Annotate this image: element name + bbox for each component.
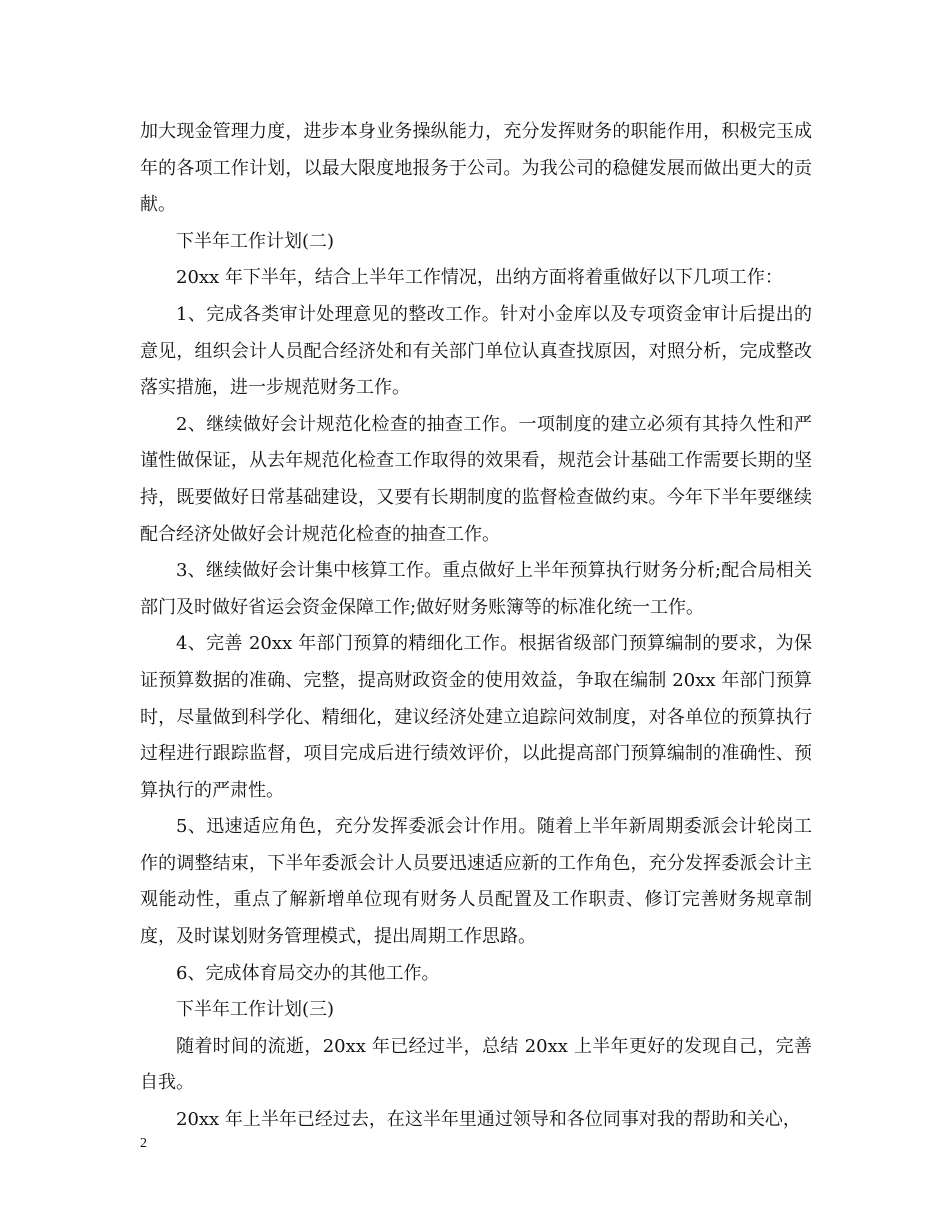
section-heading: 下半年工作计划(三) (176, 999, 335, 1021)
paragraph: 20xx 年下半年，结合上半年工作情况，出纳方面将着重做好以下几项工作： (176, 267, 783, 289)
paragraph: 加大现金管理力度，进步本身业务操纵能力，充分发挥财务的职能作用，积极完玉成年的各项工作计划，以最大限度地报务于公司。为我公司的稳健发展而做出更大的贡献。 (140, 121, 812, 216)
paragraph: 20xx 年上半年已经过去，在这半年里通过领导和各位同事对我的帮助和关心， (176, 1109, 801, 1131)
section-heading: 下半年工作计划(二) (176, 230, 335, 252)
document-body (140, 114, 812, 1139)
list-item: 1、完成各类审计处理意见的整改工作。针对小金库以及专项资金审计后提出的意见，组织会计人员配合经济处和有关部门单位认真查找原因，对照分析，完成整改落实措施，进一步规范财务工作。 (140, 303, 812, 399)
list-item: 6、完成体育局交办的其他工作。 (176, 962, 440, 984)
list-item: 5、迅速适应角色，充分发挥委派会计作用。随着上半年新周期委派会计轮岗工作的调整结束，下半年委派会计人员要迅速适应新的工作角色，充分发挥委派会计主观能动性，重点了解新增单位现有财务人员配置及工作职责、修订完善财务规章制度，及时谋划财务管理模式，提出周期工作思路。 (140, 816, 812, 948)
page-number: 2 (140, 1136, 147, 1151)
paragraph: 随着时间的流逝，20xx 年已经过半，总结 20xx 上半年更好的发现自己，完善自我。 (140, 1035, 812, 1094)
list-item: 4、完善 20xx 年部门预算的精细化工作。根据省级部门预算编制的要求，为保证预算数据的准确、完整，提高财政资金的使用效益，争取在编制 20xx 年部门预算时，尽量做到科学化、精细化，建议经济处建立追踪问效制度，对各单位的预算执行过程进行跟踪监督，项目完成后进行绩效评价，以此提高部门预算编制的准确性、预算执行的严肃性。 (140, 633, 812, 801)
list-item: 3、继续做好会计集中核算工作。重点做好上半年预算执行财务分析;配合局相关部门及时做好省运会资金保障工作;做好财务账簿等的标准化统一工作。 (140, 560, 812, 618)
list-item: 2、继续做好会计规范化检查的抽查工作。一项制度的建立必须有其持久性和严谨性做保证，从去年规范化检查工作取得的效果看，规范会计基础工作需要长期的坚持，既要做好日常基础建设，又要有长期制度的监督检查做约束。今年下半年要继续配合经济处做好会计规范化检查的抽查工作。 (140, 413, 812, 545)
